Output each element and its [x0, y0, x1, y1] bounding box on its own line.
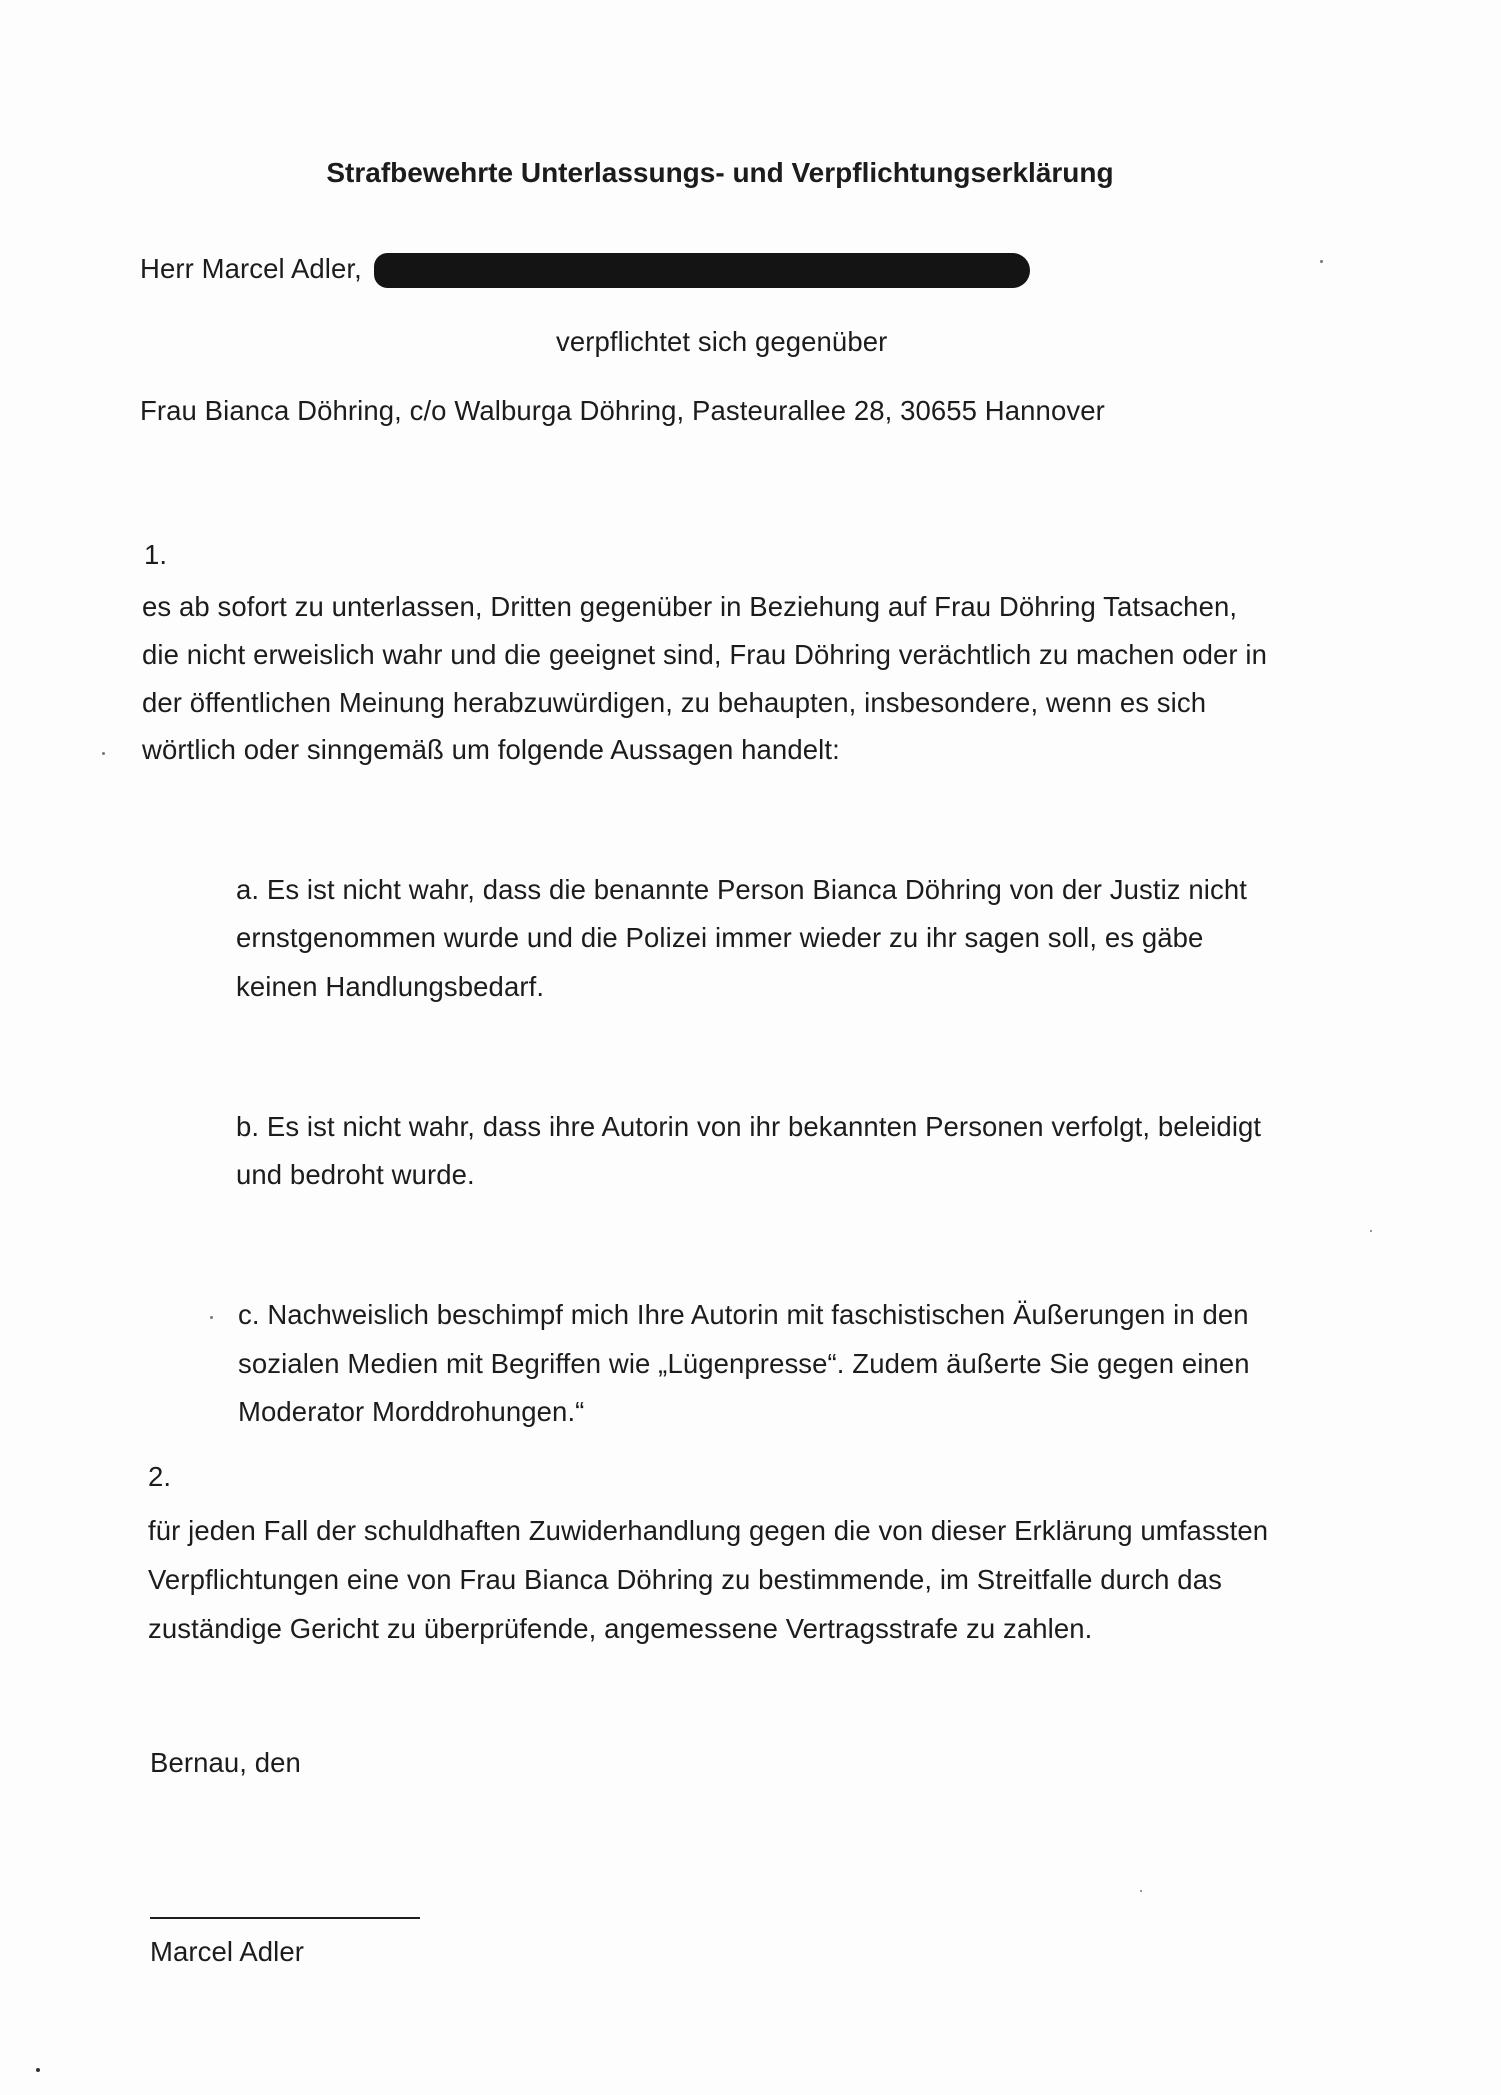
item-b-line: b. Es ist nicht wahr, dass ihre Autorin von ihr bekannten Personen verfolgt, beleidigt	[236, 1111, 1262, 1142]
scan-speck	[210, 1316, 213, 1319]
item-a-line: keinen Handlungsbedarf.	[236, 971, 545, 1002]
scan-speck	[1320, 260, 1323, 263]
signatory-name: Marcel Adler	[150, 1936, 305, 1967]
signature-line	[150, 1917, 420, 1919]
item-b-line: und bedroht wurde.	[236, 1159, 475, 1190]
section-2-line: für jeden Fall der schuldhaften Zuwiderhandlung gegen die von dieser Erklärung umfassten	[148, 1515, 1269, 1546]
redaction-bar	[374, 253, 1030, 288]
party-line: Herr Marcel Adler,	[140, 253, 362, 284]
section-2-line: Verpflichtungen eine von Frau Bianca Döhring zu bestimmende, im Streitfalle durch das	[148, 1564, 1222, 1595]
item-a-line: a. Es ist nicht wahr, dass die benannte Person Bianca Döhring von der Justiz nicht	[236, 874, 1247, 905]
obligation-phrase: verpflichtet sich gegenüber	[556, 326, 888, 357]
place-date: Bernau, den	[150, 1747, 301, 1778]
scan-speck	[102, 752, 105, 755]
scan-speck	[1140, 1890, 1142, 1892]
section-2-line: zuständige Gericht zu überprüfende, angemessene Vertragsstrafe zu zahlen.	[148, 1613, 1093, 1644]
item-c-line: c. Nachweislich beschimpf mich Ihre Autorin mit faschistischen Äußerungen in den	[238, 1299, 1249, 1330]
recipient-address: Frau Bianca Döhring, c/o Walburga Döhring, Pasteurallee 28, 30655 Hannover	[140, 395, 1105, 426]
section-1-line: der öffentlichen Meinung herabzuwürdigen, zu behaupten, insbesondere, wenn es sich	[142, 687, 1207, 718]
section-1-number: 1.	[144, 539, 168, 570]
scan-speck	[1370, 1230, 1372, 1232]
document-title: Strafbewehrte Unterlassungs- und Verpflichtungserklärung	[326, 157, 1114, 188]
scan-speck	[36, 2068, 40, 2072]
section-1-line: es ab sofort zu unterlassen, Dritten gegenüber in Beziehung auf Frau Döhring Tatsachen,	[142, 591, 1238, 622]
item-c-line: sozialen Medien mit Begriffen wie „Lügenpresse“. Zudem äußerte Sie gegen einen	[238, 1348, 1250, 1379]
item-c-line: Moderator Morddrohungen.“	[238, 1396, 585, 1427]
section-1-line: wörtlich oder sinngemäß um folgende Aussagen handelt:	[142, 734, 840, 765]
section-1-line: die nicht erweislich wahr und die geeignet sind, Frau Döhring verächtlich zu machen oder in	[142, 639, 1267, 670]
item-a-line: ernstgenommen wurde und die Polizei immer wieder zu ihr sagen soll, es gäbe	[236, 922, 1204, 953]
section-2-number: 2.	[148, 1461, 172, 1492]
